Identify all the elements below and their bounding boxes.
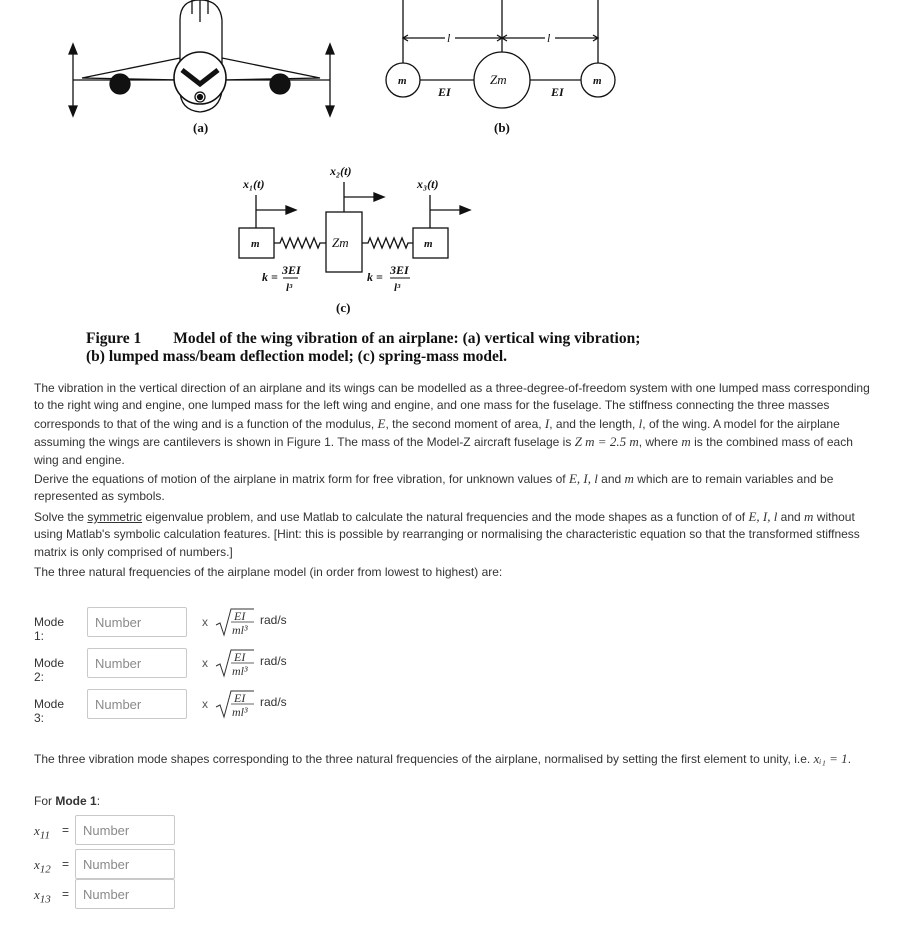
mass-center-c: Zm [332, 235, 349, 250]
mode-2-label: Mode 2: [34, 656, 65, 684]
mode-1-label: Mode 1: [34, 615, 65, 643]
times-sign: x [202, 656, 208, 670]
figure-caption [86, 330, 646, 366]
mass-center-b: Zm [490, 72, 507, 87]
times-sign: x [202, 697, 208, 711]
beam-ei-right: EI [551, 85, 564, 99]
mode-1-shape-title: For Mode 1: [34, 794, 101, 808]
unit-label: rad/s [260, 695, 287, 709]
fraction-denominator: ml³ [232, 705, 248, 719]
fraction-denominator: ml³ [232, 623, 248, 637]
k-den-right: l³ [394, 282, 401, 294]
airplane-front-view [69, 0, 334, 116]
x13-input[interactable] [75, 879, 175, 909]
mass-left-c: m [251, 238, 260, 250]
unit-label: rad/s [260, 613, 287, 627]
derive-paragraph: Derive the equations of motion of the airplane in matrix form for free vibration, for unknown values of E, I, l and m which are to remain variables and be represented as symbols. [34, 471, 834, 504]
length-label-1: l [447, 31, 451, 45]
fraction-numerator: EI [234, 650, 246, 664]
fraction-numerator: EI [234, 691, 246, 705]
label-b: (b) [494, 120, 510, 135]
frequencies-intro: The three natural frequencies of the airplane model (in order from lowest to highest) are: [34, 565, 503, 579]
equals-sign: = [62, 857, 70, 871]
mode-1-frequency-input[interactable] [87, 607, 187, 637]
x11-label: $x_{11}$ [34, 823, 50, 842]
k-prefix-right: k = [367, 270, 383, 284]
sqrt-ei-ml3 [214, 607, 254, 637]
unit-label: rad/s [260, 654, 287, 668]
k-den-left: l³ [286, 282, 293, 294]
lumped-mass-beam-model [386, 0, 615, 108]
k-num-left: 3EI [282, 263, 301, 277]
mode-shapes-intro: The three vibration mode shapes corresponding to the three natural frequencies of the airplane, normalised by setting the first element to unity, i.e. xᵢ₁ = 1. [34, 751, 852, 766]
solve-paragraph: Solve the symmetric eigenvalue problem, and use Matlab to calculate the natural frequencies and the mode shapes as a function of of E, I, l and m without using Matlab's symbolic calculation features. [Hint: this is possible by rearranging or normalising the characteristic equation so that the transformed stiffness matrix is only comprised of numbers.] [34, 509, 860, 559]
intro-paragraph: The vibration in the vertical direction of an airplane and its wings can be modelled as a three-degree-of-freedom system with one lumped mass corresponding to the right wing and engine, one lumped mass for the left wing and engine, and one mass for the fuselage. The stiffness connecting the three masses corresponds to that of the wing and is a function of the modulus, E, the second moment of area, I, and the length, l, of the wing. A model for the airplane assuming the wings are cantilevers is shown in Figure 1. The mass of the Model-Z aircraft fuselage is Z m = 2.5 m, where m is the combined mass of each wing and engine. [34, 381, 870, 467]
fraction-numerator: EI [234, 609, 246, 623]
length-label-2: l [547, 31, 551, 45]
fraction-denominator: ml³ [232, 664, 248, 678]
sqrt-ei-ml3 [214, 689, 254, 719]
figure-caption-text: Model of the wing vibration of an airplane: (a) vertical wing vibration; (b) lumped mass/beam deflection model; (c) spring-mass model. [86, 330, 641, 365]
x12-input[interactable] [75, 849, 175, 879]
mode-2-frequency-input[interactable] [87, 648, 187, 678]
equals-sign: = [62, 823, 70, 837]
mass-right-c: m [424, 238, 433, 250]
mode-3-label: Mode 3: [34, 697, 65, 725]
k-num-right: 3EI [390, 263, 409, 277]
beam-ei-left: EI [438, 85, 451, 99]
mode-3-frequency-input[interactable] [87, 689, 187, 719]
k-prefix-left: k = [262, 270, 278, 284]
x13-label: $x_{13}$ [34, 887, 51, 906]
times-sign: x [202, 615, 208, 629]
x1-label: x₁(t) [243, 177, 265, 191]
mass-left-b: m [398, 75, 407, 87]
x2-label: x₂(t) [330, 164, 352, 178]
x12-label: $x_{12}$ [34, 857, 51, 876]
label-a: (a) [193, 120, 209, 135]
x3-label: x₃(t) [417, 177, 439, 191]
sqrt-ei-ml3 [214, 648, 254, 678]
equals-sign: = [62, 887, 70, 901]
x11-input[interactable] [75, 815, 175, 845]
spring-mass-model [239, 182, 470, 278]
figure-caption-label: Figure 1 [86, 330, 142, 347]
mass-right-b: m [593, 75, 602, 87]
label-c: (c) [336, 300, 351, 315]
figure-1 [0, 0, 916, 380]
